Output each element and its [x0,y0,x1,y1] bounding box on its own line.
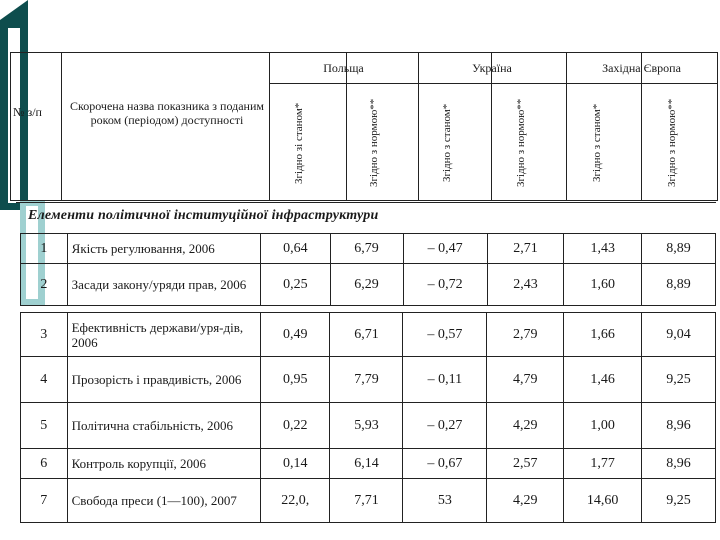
cell-europe-state: 1,00 [564,403,642,449]
cell-poland-norm: 6,14 [330,449,403,479]
cell-europe-state: 1,60 [564,264,642,306]
cell-poland-state: 0,22 [261,403,330,449]
row-name: Прозорість і правдивість, 2006 [67,357,260,403]
cell-poland-norm: 6,71 [330,313,403,357]
cell-ukraine-norm: 2,43 [487,264,564,306]
cell-ukraine-norm: 2,79 [487,313,564,357]
subheader-norm: Згідно з нормою** [368,98,380,188]
cell-europe-state: 1,66 [564,313,642,357]
row-name: Свобода преси (1—100), 2007 [67,479,260,523]
cell-poland-norm: 7,79 [330,357,403,403]
cell-ukraine-norm: 4,29 [487,479,564,523]
cell-poland-state: 0,49 [261,313,330,357]
cell-europe-state: 1,43 [564,234,642,264]
cell-ukraine-norm: 2,71 [487,234,564,264]
subheader-state: Згідно з станом* [441,103,453,183]
row-no: 4 [21,357,68,403]
cell-ukraine-state: 53 [403,479,487,523]
cell-poland-norm: 5,93 [330,403,403,449]
table-row [21,357,716,403]
header-group-poland: Польща [323,61,364,75]
row-name: Ефективність держави/уря-дів, 2006 [67,313,260,357]
cell-poland-state: 0,14 [261,449,330,479]
section-title: Елементи політичної інституційної інфраструктури [28,208,379,223]
cell-ukraine-state: – 0,57 [403,313,487,357]
row-no: 2 [21,264,68,306]
header-group-ukraine: Україна [472,61,512,75]
cell-ukraine-state: – 0,27 [403,403,487,449]
cell-poland-norm: 7,71 [330,479,403,523]
cell-ukraine-norm: 4,79 [487,357,564,403]
cell-poland-norm: 6,79 [330,234,403,264]
subheader-norm: Згідно з нормою** [515,98,527,188]
row-no: 7 [21,479,68,523]
table-row [21,313,716,357]
row-name: Контроль корупції, 2006 [67,449,260,479]
table-row [21,234,716,264]
cell-poland-state: 0,64 [261,234,330,264]
cell-ukraine-state: – 0,47 [403,234,487,264]
row-no: 6 [21,449,68,479]
subheader-norm: Згідно з нормою** [666,98,678,188]
cell-europe-norm: 9,04 [642,313,716,357]
row-no: 5 [21,403,68,449]
cell-ukraine-state: – 0,67 [403,449,487,479]
row-name: Засади закону/уряди прав, 2006 [67,264,261,306]
cell-ukraine-norm: 4,29 [487,403,564,449]
cell-europe-norm: 8,96 [642,403,716,449]
cell-poland-state: 0,95 [261,357,330,403]
section-divider [16,202,716,203]
table-header [10,52,718,201]
row-no: 1 [21,234,68,264]
cell-poland-state: 22,0, [261,479,330,523]
cell-europe-norm: 8,89 [642,264,716,306]
cell-ukraine-state: – 0,11 [403,357,487,403]
row-name: Якість регулювання, 2006 [67,234,261,264]
table-row [21,449,716,479]
subheader-state: Згідно з станом* [591,103,603,183]
row-name: Політична стабільність, 2006 [67,403,260,449]
table-row [21,264,716,306]
data-table-lower [20,312,716,523]
cell-europe-norm: 9,25 [642,357,716,403]
cell-poland-norm: 6,29 [330,264,403,306]
cell-poland-state: 0,25 [261,264,330,306]
header-group-west-europe: Західна Європа [602,61,681,75]
cell-europe-state: 14,60 [564,479,642,523]
table-row [21,479,716,523]
cell-europe-norm: 8,89 [642,234,716,264]
cell-ukraine-norm: 2,57 [487,449,564,479]
cell-europe-state: 1,46 [564,357,642,403]
header-no: № з/п [13,105,42,119]
row-no: 3 [21,313,68,357]
cell-europe-state: 1,77 [564,449,642,479]
cell-europe-norm: 8,96 [642,449,716,479]
cell-ukraine-state: – 0,72 [403,264,487,306]
cell-europe-norm: 9,25 [642,479,716,523]
subheader-state: Згідно зі станом* [293,102,305,184]
header-indicator: Скорочена назва показника з поданим роком (періодом) доступності [70,99,264,127]
data-table-upper [20,233,716,306]
table-row [21,403,716,449]
